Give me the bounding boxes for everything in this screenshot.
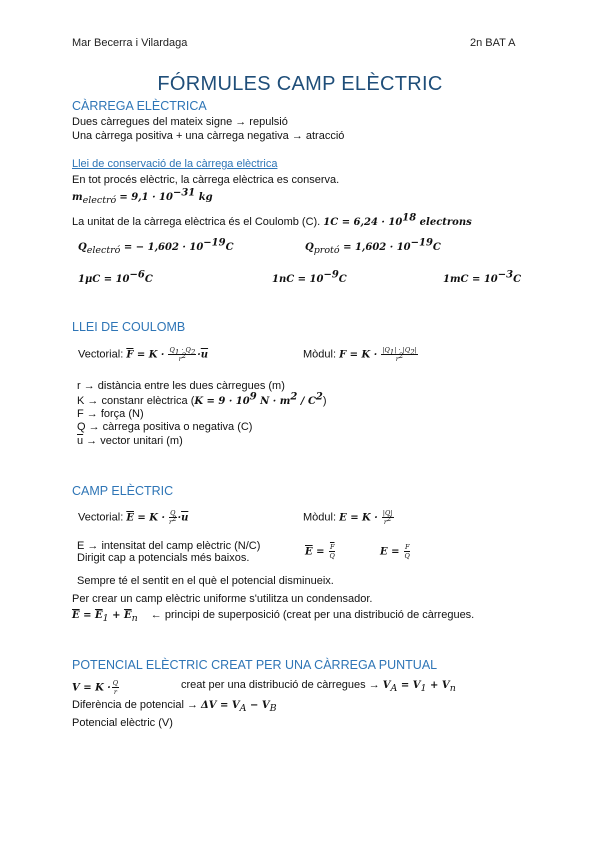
def-constant-text: K → constanr elèctrica ( [77,395,195,407]
nc-unit: C [338,274,347,285]
q-electron-unit: C [225,242,234,253]
proton-charge-formula [305,237,441,257]
page-title: FÓRMULES CAMP ELÈCTRIC [157,73,443,95]
nc-text: 1nC = 10 [272,274,324,285]
coulomb-unit-rest: electrons [416,217,472,228]
mass-subscript: electró [82,195,117,207]
def-constant-close: ) [322,395,327,407]
coulomb-unit-line [72,212,472,229]
note-potential-direction: Sempre té el sentit en el què el potencial disminueix. [77,575,334,587]
def-field-intensity: E → intensitat del camp elèctric (N/C) [77,540,261,552]
def-constant-exp: 9 [249,391,257,403]
q-proton-unit: C [432,242,441,253]
coulomb-unit-text: La unitat de la càrrega elèctrica és el Coulomb (C). [72,216,321,228]
subheading-conservation: Llei de conservació de la càrrega elèctrica [72,158,278,170]
mc-text: 1mC = 10 [443,274,498,285]
def-constant-unit-a: N · m [256,396,291,407]
q-proton-sub: protó [313,245,340,257]
potential-formula: V = K · $\frac{Q}{r}$ [72,679,119,696]
coulomb-unit-exp: 18 [402,212,417,224]
electron-mass-formula [72,187,213,207]
mass-unit: kg [195,192,213,203]
potential-unit: Potencial elèctric (V) [72,717,173,729]
q-proton-symbol: Q [305,242,314,253]
mc-unit: C [513,274,522,285]
def-constant: K → constanr elèctrica ($K = 9 \cdot 10^9$ $N \cdot m^2 / C^2$) [77,391,327,407]
attraction-rule: Una càrrega positiva + una càrrega negativa → atracció [72,130,345,142]
field-modulus-formula: Mòdul: E = K · $\frac{|Q|}{r^2}$ [303,509,393,526]
section-heading-coulomb: LLEI DE COULOMB [72,320,186,334]
def-unit-vector [77,435,183,448]
header-author: Mar Becerra i Vilardaga [72,37,188,49]
q-proton-exp: −19 [410,237,433,249]
electron-charge-formula [78,237,234,257]
field-vector-formula: Vectorial: $\overline{E} = K$ · $\frac{Q}{r^2}$ $\cdot\overline{u}$ [78,509,189,526]
coulomb-modulus-formula: Mòdul: F = K · $\frac{|Q_1| \cdot |Q_2|}{r^2}$ [303,346,417,363]
uc-exp: −6 [129,269,145,281]
section-heading-potencial: POTENCIAL ELÈCTRIC CREAT PER UNA CÀRREGA PUNTUAL [72,658,438,672]
potential-distribution-text: creat per una distribució de càrregues → [181,679,380,691]
note-condenser: Per crear un camp elèctric uniforme s'utilitza un condensador. [72,593,373,605]
q-electron-symbol: Q [78,242,87,253]
superposition-text: ← principi de superposició (creat per una distribució de càrregues. [150,609,475,621]
conservation-statement: En tot procés elèctric, la càrrega elèctrica es conserva. [72,174,340,186]
mass-value: = 9,1 · 10 [119,192,173,203]
uc-unit: C [144,274,153,285]
def-distance: r → distància entre les dues càrregues (m) [77,380,285,392]
def-constant-unit-b: / C [297,396,316,407]
def-charge: Q → càrrega positiva o negativa (C) [77,421,253,433]
nanocoulomb-formula [272,269,347,285]
def-unit-vector-symbol: $\overline{u}$ [77,435,84,447]
q-proton-value: = 1,602 · 10 [339,242,411,253]
def-unit-vector-text: → vector unitari (m) [83,435,183,447]
def-force: F → força (N) [77,408,144,420]
superposition-line: $\overline{E} = \overline{E}_1 + \overline{E}_n$ ← principi de superposició (creat per una distribució de càrregues. [72,609,475,625]
coulomb-vector-label: Vectorial: [78,348,124,361]
coulomb-modulus-label: Mòdul: [303,348,337,361]
repulsion-rule: Dues càrregues del mateix signe → repulsió [72,116,288,128]
mc-exp: −3 [497,269,514,281]
def-constant-value: K = 9 · 10 [194,396,250,407]
q-electron-value: = − 1,602 · 10 [120,242,204,253]
def-field-direction: Dirigit cap a potencials més baixos. [77,552,250,564]
potential-distribution-line: creat per una distribució de càrregues → $V_A = V_1 + V_n$ [181,679,456,695]
field-vector-label: Vectorial: [78,511,124,524]
coulomb-vector-formula: Vectorial: $\overline{F} = K$ · $\frac{Q_1 \cdot Q_2}{r^2}$ $\cdot\overline{u}$ [78,346,209,363]
potential-difference-line: Diferència de potencial → $\Delta V = V_A - V_B$ [72,699,277,715]
nc-exp: −9 [323,269,339,281]
q-electron-sub: electró [86,245,121,257]
potential-difference-text: Diferència de potencial → [72,699,198,711]
field-modulus-label: Mòdul: [303,511,337,524]
section-heading-camp: CAMP ELÈCTRIC [72,484,174,498]
header-course: 2n BAT A [470,37,516,49]
mass-exponent: −31 [172,187,196,199]
microcoulomb-formula [78,269,153,285]
uc-text: 1μC = 10 [78,274,130,285]
coulomb-unit-formula: 1C = 6,24 · 10 [323,217,403,228]
field-force-modulus-formula: E = $\frac{F}{Q}$ [380,543,410,560]
mass-symbol: m [72,192,83,203]
q-electron-exp: −19 [203,237,226,249]
section-heading-carrega: CÀRREGA ELÈCTRICA [72,99,207,113]
millicoulomb-formula [443,269,522,285]
field-force-vector-formula: $\overline{E}$ = $\frac{\overline{F}}{Q}$ [305,543,335,560]
